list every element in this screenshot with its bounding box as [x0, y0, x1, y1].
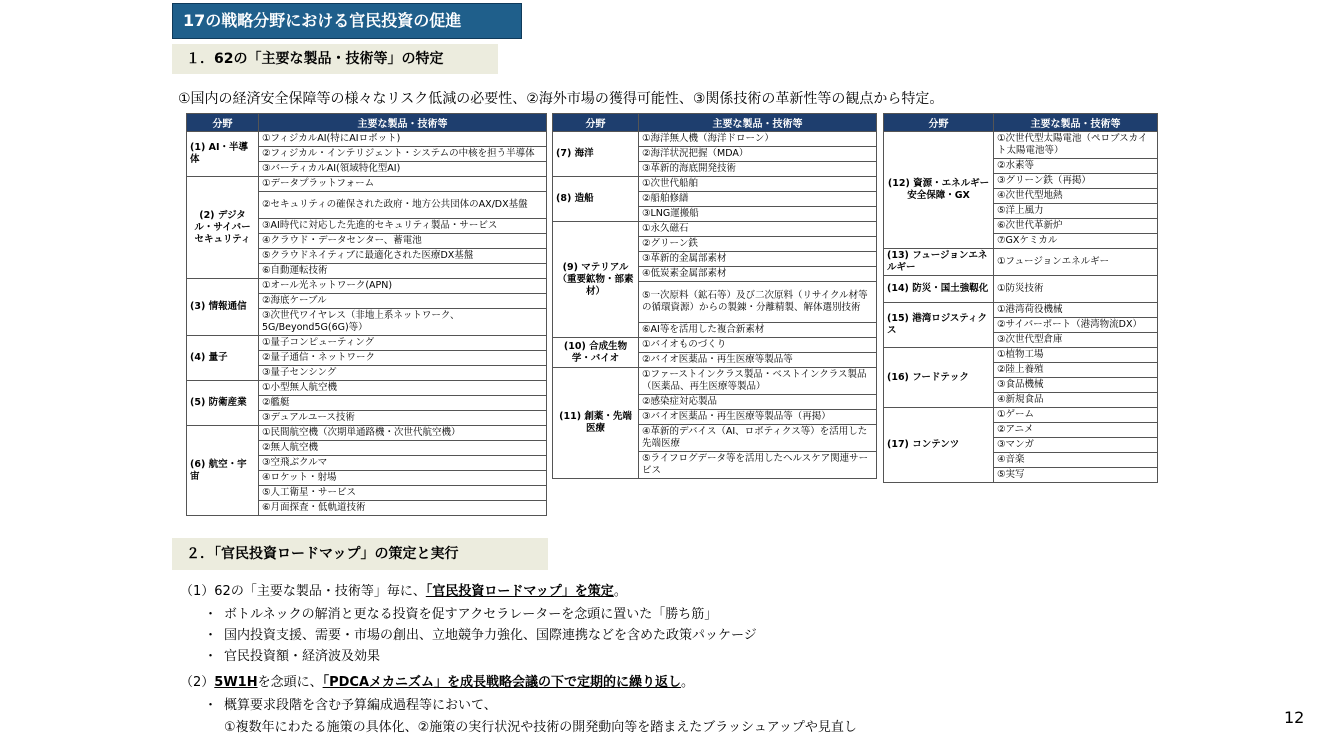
bullet-text: 概算要求段階を含む予算編成過程等において、 [224, 698, 497, 713]
field-cell: (16) フードテック [884, 348, 994, 408]
header-items: 主要な製品・技術等 [994, 114, 1158, 132]
item-cell: ①データプラットフォーム [259, 177, 547, 192]
item-cell: ①フュージョンエネルギー [994, 249, 1158, 276]
field-cell: (10) 合成生物学・バイオ [553, 338, 639, 368]
bullet-continuation: ①複数年にわたる施策の具体化、②施策の実行状況や技術の開発動向等を踏まえたブラッシュアップや見直し [224, 720, 857, 735]
header-field: 分野 [187, 114, 259, 132]
item-cell: ④音楽 [994, 453, 1158, 468]
item-cell: ②バイオ医薬品・再生医療等製品等 [639, 353, 877, 368]
item-cell: ⑤一次原料（鉱石等）及び二次原料（リサイクル材等の循環資源）からの製錬・分離精製、解体選別技術 [639, 282, 877, 323]
item-cell: ②海洋状況把握（MDA） [639, 147, 877, 162]
item-cell: ①海洋無人機（海洋ドローン） [639, 132, 877, 147]
bullet-dot: ・ [204, 607, 218, 622]
bullet-item [204, 694, 497, 713]
item-cell: ①量子コンピューティング [259, 336, 547, 351]
paragraph-1 [180, 580, 627, 599]
item-cell: ⑦GXケミカル [994, 234, 1158, 249]
item-cell: ②艦艇 [259, 396, 547, 411]
header-items: 主要な製品・技術等 [639, 114, 877, 132]
field-cell: (15) 港湾ロジスティクス [884, 303, 994, 348]
section-2-heading: ２．「官民投資ロードマップ」の策定と実行 [172, 538, 548, 570]
paragraph-2 [180, 671, 694, 690]
bullet-dot: ・ [204, 698, 218, 713]
field-cell: (7) 海洋 [553, 132, 639, 177]
item-cell: ③量子センシング [259, 366, 547, 381]
item-cell: ①ゲーム [994, 408, 1158, 423]
item-cell: ⑤クラウドネイティブに最適化された医療DX基盤 [259, 249, 547, 264]
item-cell: ①港湾荷役機械 [994, 303, 1158, 318]
p1-suffix: 。 [613, 584, 627, 599]
item-cell: ③革新的海底開発技術 [639, 162, 877, 177]
item-cell: ②感染症対応製品 [639, 395, 877, 410]
item-cell: ③バイオ医薬品・再生医療等製品等（再掲） [639, 410, 877, 425]
item-cell: ①次世代型太陽電池（ペロブスカイト太陽電池等） [994, 132, 1158, 159]
bullet-item [204, 624, 757, 643]
field-cell: (13) フュージョンエネルギー [884, 249, 994, 276]
bullet-dot: ・ [204, 628, 218, 643]
item-cell: ⑤洋上風力 [994, 204, 1158, 219]
p2-emphasis-1: 5W1H [214, 675, 258, 690]
item-cell: ②陸上養殖 [994, 363, 1158, 378]
bullet-dot: ・ [204, 649, 218, 664]
field-cell: (1) AI・半導体 [187, 132, 259, 177]
section-1-heading: １．62の「主要な製品・技術等」の特定 [172, 44, 498, 74]
item-cell: ②アニメ [994, 423, 1158, 438]
bullet-text: ボトルネックの解消と更なる投資を促すアクセラレーターを念頭に置いた「勝ち筋」 [224, 607, 718, 622]
item-cell: ①防災技術 [994, 276, 1158, 303]
item-cell: ③次世代ワイヤレス（非地上系ネットワーク、5G/Beyond5G(6G)等） [259, 309, 547, 336]
field-cell: (12) 資源・エネルギー安全保障・GX [884, 132, 994, 249]
item-cell: ②水素等 [994, 159, 1158, 174]
bullet-text: 官民投資額・経済波及効果 [224, 649, 381, 664]
item-cell: ①バイオものづくり [639, 338, 877, 353]
header-field: 分野 [553, 114, 639, 132]
field-cell: (11) 創薬・先端医療 [553, 368, 639, 479]
item-cell: ①オール光ネットワーク(APN) [259, 279, 547, 294]
products-table-2 [552, 113, 877, 479]
item-cell: ①永久磁石 [639, 222, 877, 237]
item-cell: ①民間航空機（次期単通路機・次世代航空機） [259, 426, 547, 441]
item-cell: ③革新的金属部素材 [639, 252, 877, 267]
item-cell: ⑤人工衛星・サービス [259, 486, 547, 501]
item-cell: ②量子通信・ネットワーク [259, 351, 547, 366]
field-cell: (2) デジタル・サイバーセキュリティ [187, 177, 259, 279]
field-cell: (14) 防災・国土強靱化 [884, 276, 994, 303]
item-cell: ③LNG運搬船 [639, 207, 877, 222]
p2-suffix: 。 [681, 675, 695, 690]
item-cell: ③空飛ぶクルマ [259, 456, 547, 471]
item-cell: ③マンガ [994, 438, 1158, 453]
item-cell: ①次世代船舶 [639, 177, 877, 192]
products-table-3 [883, 113, 1158, 483]
item-cell: ④次世代型地熱 [994, 189, 1158, 204]
p1-prefix: （1）62の「主要な製品・技術等」毎に、 [180, 584, 426, 599]
header-items: 主要な製品・技術等 [259, 114, 547, 132]
field-cell: (4) 量子 [187, 336, 259, 381]
p2-mid: を念頭に、 [257, 675, 323, 690]
item-cell: ④低炭素金属部素材 [639, 267, 877, 282]
field-cell: (8) 造船 [553, 177, 639, 222]
field-cell: (9) マテリアル（重要鉱物・部素材） [553, 222, 639, 338]
item-cell: ④新規食品 [994, 393, 1158, 408]
item-cell: ②フィジカル・インテリジェント・システムの中核を担う半導体 [259, 147, 547, 162]
item-cell: ⑥次世代革新炉 [994, 219, 1158, 234]
item-cell: ②船舶修繕 [639, 192, 877, 207]
bullet-item [204, 603, 717, 622]
item-cell: ①フィジカルAI(特にAIロボット) [259, 132, 547, 147]
item-cell: ④革新的デバイス（AI、ロボティクス等）を活用した先端医療 [639, 425, 877, 452]
item-cell: ③バーティカルAI(領域特化型AI) [259, 162, 547, 177]
item-cell: ③食品機械 [994, 378, 1158, 393]
bullet-item [204, 645, 380, 664]
header-field: 分野 [884, 114, 994, 132]
item-cell: ⑥AI等を活用した複合新素材 [639, 323, 877, 338]
p1-emphasis: 「官民投資ロードマップ」を策定 [425, 584, 614, 599]
item-cell: ②グリーン鉄 [639, 237, 877, 252]
item-cell: ②海底ケーブル [259, 294, 547, 309]
item-cell: ①小型無人航空機 [259, 381, 547, 396]
item-cell: ③グリーン鉄（再掲） [994, 174, 1158, 189]
p2-emphasis-2: 「PDCAメカニズム」を成長戦略会議の下で定期的に繰り返し [322, 675, 682, 690]
page-title: 17の戦略分野における官民投資の促進 [172, 3, 522, 39]
item-cell: ②セキュリティの確保された政府・地方公共団体のAX/DX基盤 [259, 192, 547, 219]
bullet-text: 国内投資支援、需要・市場の創出、立地競争力強化、国際連携などを含めた政策パッケージ [224, 628, 757, 643]
item-cell: ④クラウド・データセンター、蓄電池 [259, 234, 547, 249]
field-cell: (17) コンテンツ [884, 408, 994, 483]
item-cell: ④ロケット・射場 [259, 471, 547, 486]
item-cell: ①植物工場 [994, 348, 1158, 363]
page-number: 12 [1284, 708, 1305, 727]
item-cell: ③次世代型倉庫 [994, 333, 1158, 348]
intro-text: ①国内の経済安全保障等の様々なリスク低減の必要性、②海外市場の獲得可能性、③関係技術の革新性等の観点から特定。 [178, 91, 944, 107]
field-cell: (5) 防衛産業 [187, 381, 259, 426]
field-cell: (6) 航空・宇宙 [187, 426, 259, 516]
item-cell: ⑥自動運転技術 [259, 264, 547, 279]
item-cell: ②無人航空機 [259, 441, 547, 456]
item-cell: ⑤ライフログデータ等を活用したヘルスケア関連サービス [639, 452, 877, 479]
field-cell: (3) 情報通信 [187, 279, 259, 336]
item-cell: ③デュアルユース技術 [259, 411, 547, 426]
p2-prefix: （2） [180, 675, 215, 690]
item-cell: ⑥月面探査・低軌道技術 [259, 501, 547, 516]
item-cell: ①ファーストインクラス製品・ベストインクラス製品（医薬品、再生医療等製品） [639, 368, 877, 395]
item-cell: ③AI時代に対応した先進的セキュリティ製品・サービス [259, 219, 547, 234]
item-cell: ⑤実写 [994, 468, 1158, 483]
item-cell: ②サイバーポート（港湾物流DX） [994, 318, 1158, 333]
products-table-1 [186, 113, 547, 516]
